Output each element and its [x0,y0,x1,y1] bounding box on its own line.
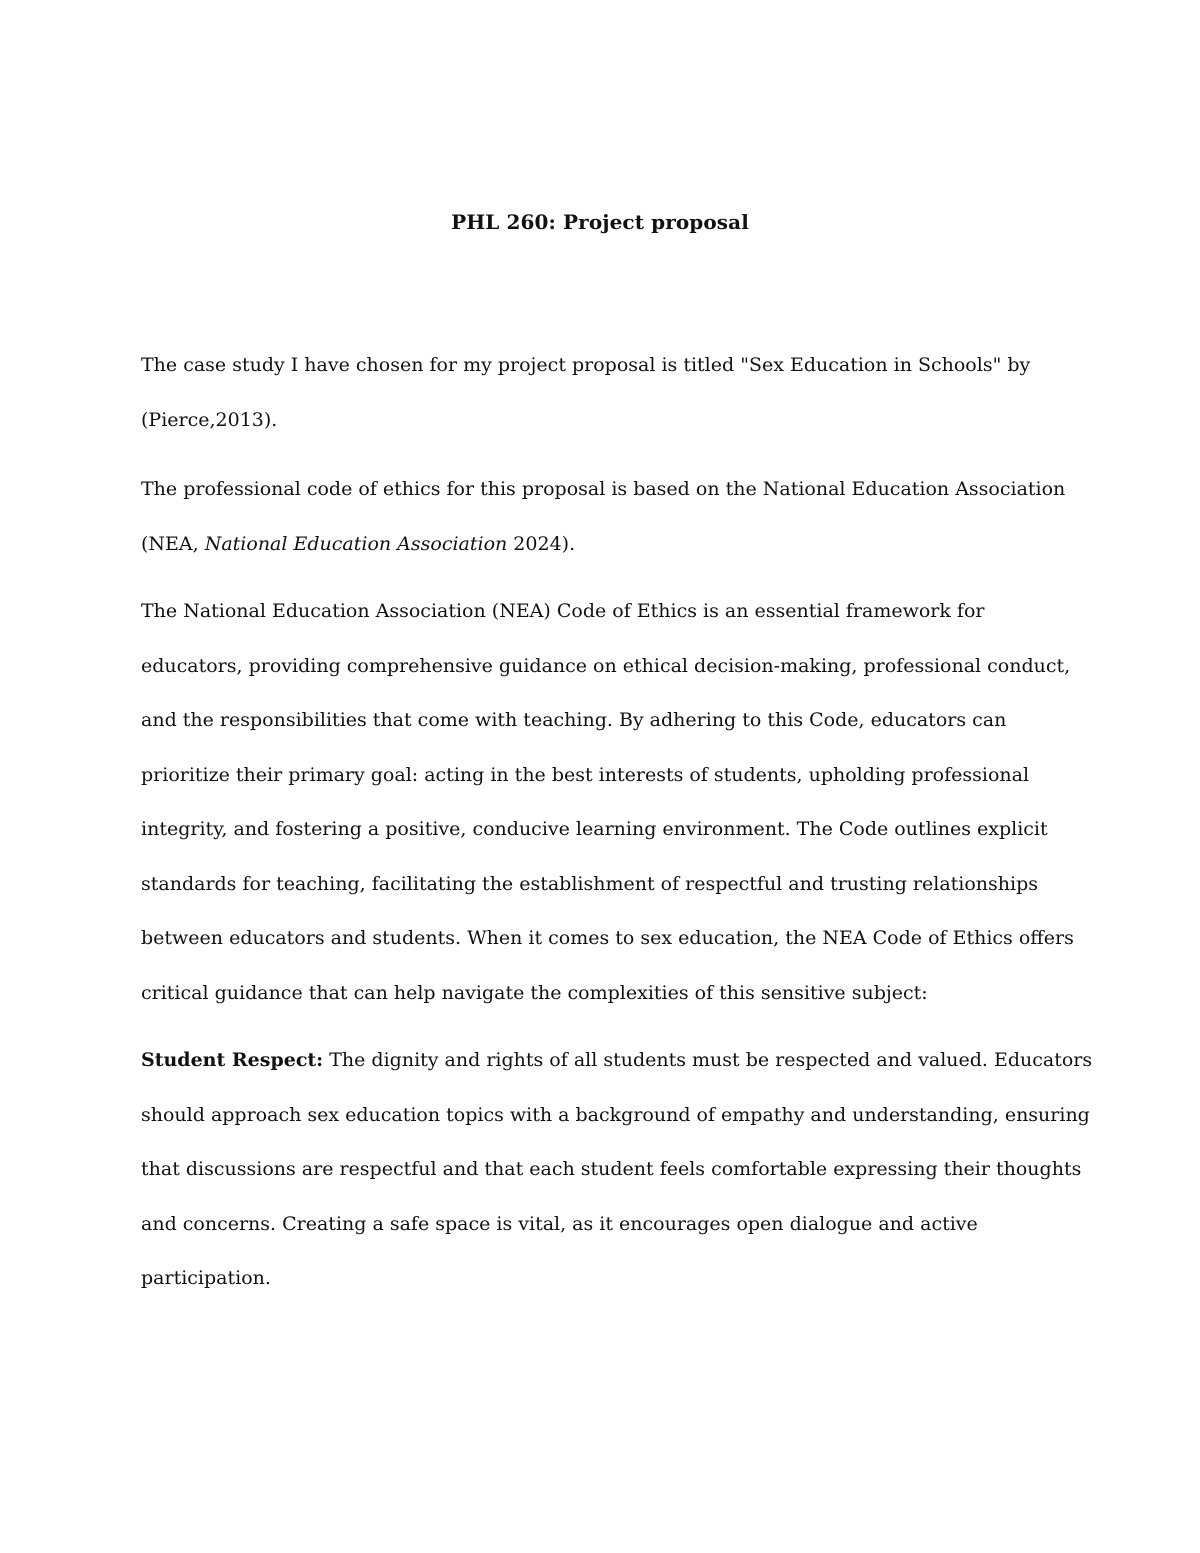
text-line [141,517,1081,572]
paragraph-nea-framework [141,584,1081,1020]
text-line: and the responsibilities that come with teaching. By adhering to this Code, educators can [141,709,1007,731]
text-line: educators, providing comprehensive guidance on ethical decision-making, professional conduct, [141,654,1071,677]
italic-citation: National Education Association [204,532,508,555]
text-line: critical guidance that can help navigate the complexities of this sensitive subject: [141,981,928,1004]
text-line: standards for teaching, facilitating the establishment of respectful and trusting relationships [141,872,1039,895]
text-segment: The dignity and rights of all students must be respected and valued. Educators [323,1049,1093,1071]
text-line: that discussions are respectful and that each student feels comfortable expressing their thoughts [141,1158,1082,1180]
text-segment: 2024). [507,532,576,555]
text-line: between educators and students. When it comes to sex education, the NEA Code of Ethics offers [141,927,1074,949]
text-line: and concerns. Creating a safe space is vital, as it encourages open dialogue and active [141,1212,978,1235]
paragraph-case-study [141,338,1081,447]
text-line: The professional code of ethics for this proposal is based on the National Education Association [141,478,1066,500]
text-line: integrity, and fostering a positive, conducive learning environment. The Code outlines explicit [141,818,1048,840]
text-line: prioritize their primary goal: acting in the best interests of students, upholding professional [141,763,1030,786]
text-line [141,1033,1093,1088]
paragraph-student-respect [141,1033,1093,1306]
text-line: The National Education Association (NEA) Code of Ethics is an essential framework for [141,600,985,622]
paragraph-code-of-ethics [141,462,1081,571]
document-title: PHL 260: Project proposal [451,210,749,234]
text-line: participation. [141,1267,271,1289]
text-line: should approach sex education topics with a background of empathy and understanding, ensuring [141,1103,1090,1126]
text-line: (Pierce,2013). [141,408,278,431]
text-line: The case study I have chosen for my project proposal is titled "Sex Education in Schools" by [141,354,1031,376]
text-segment: (NEA, [141,532,205,555]
section-heading: Student Respect: [141,1049,324,1071]
